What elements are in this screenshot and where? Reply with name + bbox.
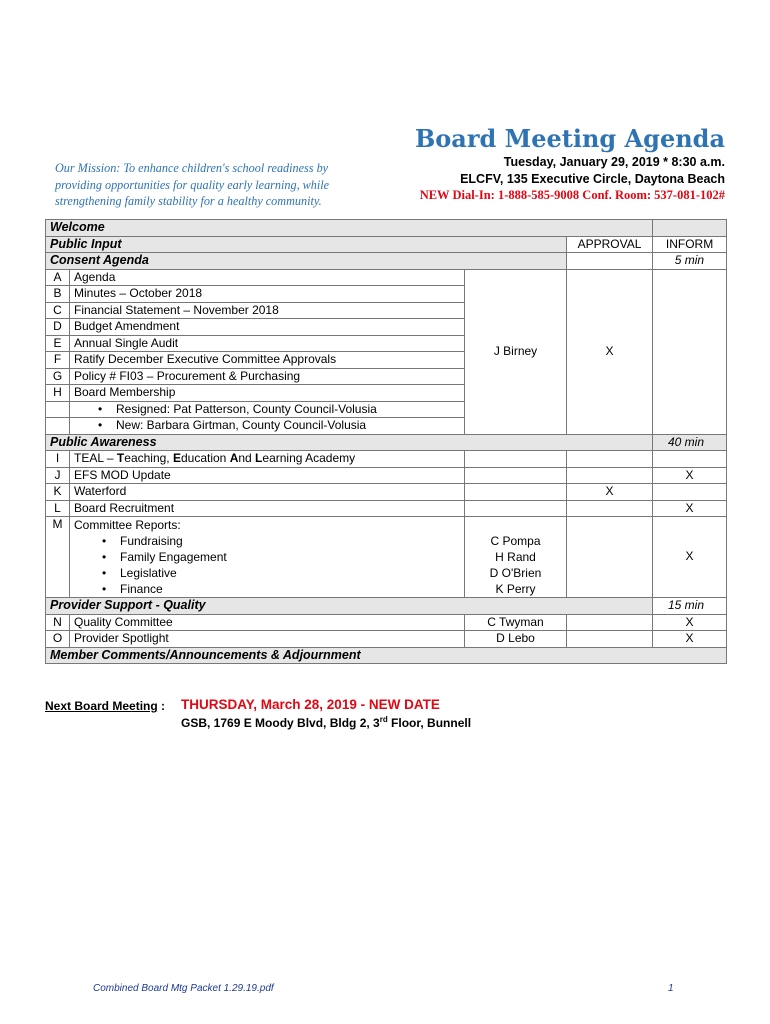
- approval-mark: X: [567, 484, 653, 501]
- inform-mark: X: [653, 631, 727, 648]
- presenter: [465, 484, 567, 501]
- section-consent: [46, 253, 727, 270]
- item-text: TEAL – Teaching, Education And Learning Academy: [70, 451, 465, 468]
- presenter: C Twyman: [465, 614, 567, 631]
- agenda-table: [45, 219, 727, 664]
- table-row: [46, 614, 727, 631]
- section-public-input: [46, 236, 727, 253]
- inform-mark: [653, 484, 727, 501]
- inform-mark: X: [653, 614, 727, 631]
- section-title: Public Awareness: [46, 434, 653, 451]
- presenter: J Birney: [465, 269, 567, 434]
- section-provider-support: [46, 598, 727, 615]
- item-letter: E: [46, 335, 70, 352]
- inform-mark: X: [653, 500, 727, 517]
- item-text: Board Membership: [70, 385, 465, 402]
- section-title: Consent Agenda: [46, 253, 567, 270]
- item-text: Provider Spotlight: [70, 631, 465, 648]
- table-row: [46, 500, 727, 517]
- table-row: [46, 269, 727, 286]
- bullet-item: • Finance: [74, 581, 460, 597]
- bullet-item: • Resigned: Pat Patterson, County Council-Volusia: [70, 401, 465, 418]
- inform-mark: [653, 451, 727, 468]
- item-letter: B: [46, 286, 70, 303]
- mission-statement: Our Mission: To enhance children's school readiness by providing opportunities for quality early learning, while strengthening family stability for a healthy community.: [55, 161, 330, 208]
- approval-mark: [567, 500, 653, 517]
- item-text: Budget Amendment: [70, 319, 465, 336]
- section-title: Provider Support - Quality: [46, 598, 653, 615]
- section-welcome: [46, 220, 727, 237]
- section-closing: [46, 647, 727, 664]
- next-meeting-colon: :: [161, 699, 165, 713]
- section-public-awareness: [46, 434, 727, 451]
- item-letter: A: [46, 269, 70, 286]
- time-allotment: 15 min: [653, 598, 727, 615]
- next-meeting-address: GSB, 1769 E Moody Blvd, Bldg 2, 3rd Floor, Bunnell: [181, 715, 472, 730]
- bullet-item: • Fundraising: [74, 533, 460, 549]
- page-title: Board Meeting Agenda: [415, 124, 725, 153]
- bullet-item: • New: Barbara Girtman, County Council-Volusia: [70, 418, 465, 435]
- presenter: K Perry: [495, 582, 536, 596]
- item-text: EFS MOD Update: [70, 467, 465, 484]
- table-row: [46, 467, 727, 484]
- item-text: Committee Reports:: [74, 518, 181, 532]
- item-letter: F: [46, 352, 70, 369]
- presenter: D O'Brien: [489, 566, 542, 580]
- item-letter: N: [46, 614, 70, 631]
- item-text: Board Recruitment: [70, 500, 465, 517]
- time-allotment: 40 min: [653, 434, 727, 451]
- inform-mark: X: [653, 467, 727, 484]
- bullet-item: • Legislative: [74, 565, 460, 581]
- presenter: [465, 500, 567, 517]
- item-letter: H: [46, 385, 70, 402]
- item-letter: K: [46, 484, 70, 501]
- item-text: Waterford: [70, 484, 465, 501]
- meeting-location: ELCFV, 135 Executive Circle, Daytona Beach: [460, 172, 725, 186]
- footer-filename: Combined Board Mtg Packet 1.29.19.pdf: [93, 983, 274, 994]
- inform-header: INFORM: [653, 236, 727, 253]
- table-row: [46, 484, 727, 501]
- next-meeting-label: Next Board Meeting: [45, 699, 158, 713]
- inform-mark: X: [653, 517, 727, 598]
- item-letter: D: [46, 319, 70, 336]
- approval-mark: [567, 467, 653, 484]
- item-letter: I: [46, 451, 70, 468]
- presenter-list: [465, 517, 567, 598]
- item-letter: J: [46, 467, 70, 484]
- presenter: C Pompa: [490, 534, 541, 548]
- item-text: Minutes – October 2018: [70, 286, 465, 303]
- time-allotment: 5 min: [653, 253, 727, 270]
- dial-in-info: NEW Dial-In: 1-888-585-9008 Conf. Room: 537-081-102#: [419, 188, 725, 202]
- presenter: [465, 451, 567, 468]
- item-text: Ratify December Executive Committee Approvals: [70, 352, 465, 369]
- approval-mark: X: [567, 269, 653, 434]
- section-title: Public Input: [46, 236, 567, 253]
- approval-header: APPROVAL: [567, 236, 653, 253]
- page-number: 1: [668, 983, 674, 994]
- table-row: [46, 517, 727, 598]
- item-text: Annual Single Audit: [70, 335, 465, 352]
- item-text: Policy # FI03 – Procurement & Purchasing: [70, 368, 465, 385]
- approval-mark: [567, 451, 653, 468]
- item-letter: M: [46, 517, 70, 598]
- item-letter: L: [46, 500, 70, 517]
- item-letter: C: [46, 302, 70, 319]
- item-letter: G: [46, 368, 70, 385]
- item-text: Agenda: [70, 269, 465, 286]
- meeting-date: Tuesday, January 29, 2019 * 8:30 a.m.: [503, 155, 725, 169]
- table-row: [46, 451, 727, 468]
- presenter: D Lebo: [465, 631, 567, 648]
- item-letter: O: [46, 631, 70, 648]
- item-text: Financial Statement – November 2018: [70, 302, 465, 319]
- item-text: Quality Committee: [70, 614, 465, 631]
- section-title: Welcome: [46, 220, 653, 237]
- next-meeting-date: THURSDAY, March 28, 2019 - NEW DATE: [181, 697, 440, 712]
- presenter: [465, 467, 567, 484]
- teal-text: TEAL –: [74, 451, 117, 465]
- presenter: H Rand: [495, 550, 536, 564]
- bullet-item: • Family Engagement: [74, 549, 460, 565]
- table-row: [46, 631, 727, 648]
- committee-reports: [70, 517, 465, 598]
- section-title: Member Comments/Announcements & Adjournment: [46, 647, 727, 664]
